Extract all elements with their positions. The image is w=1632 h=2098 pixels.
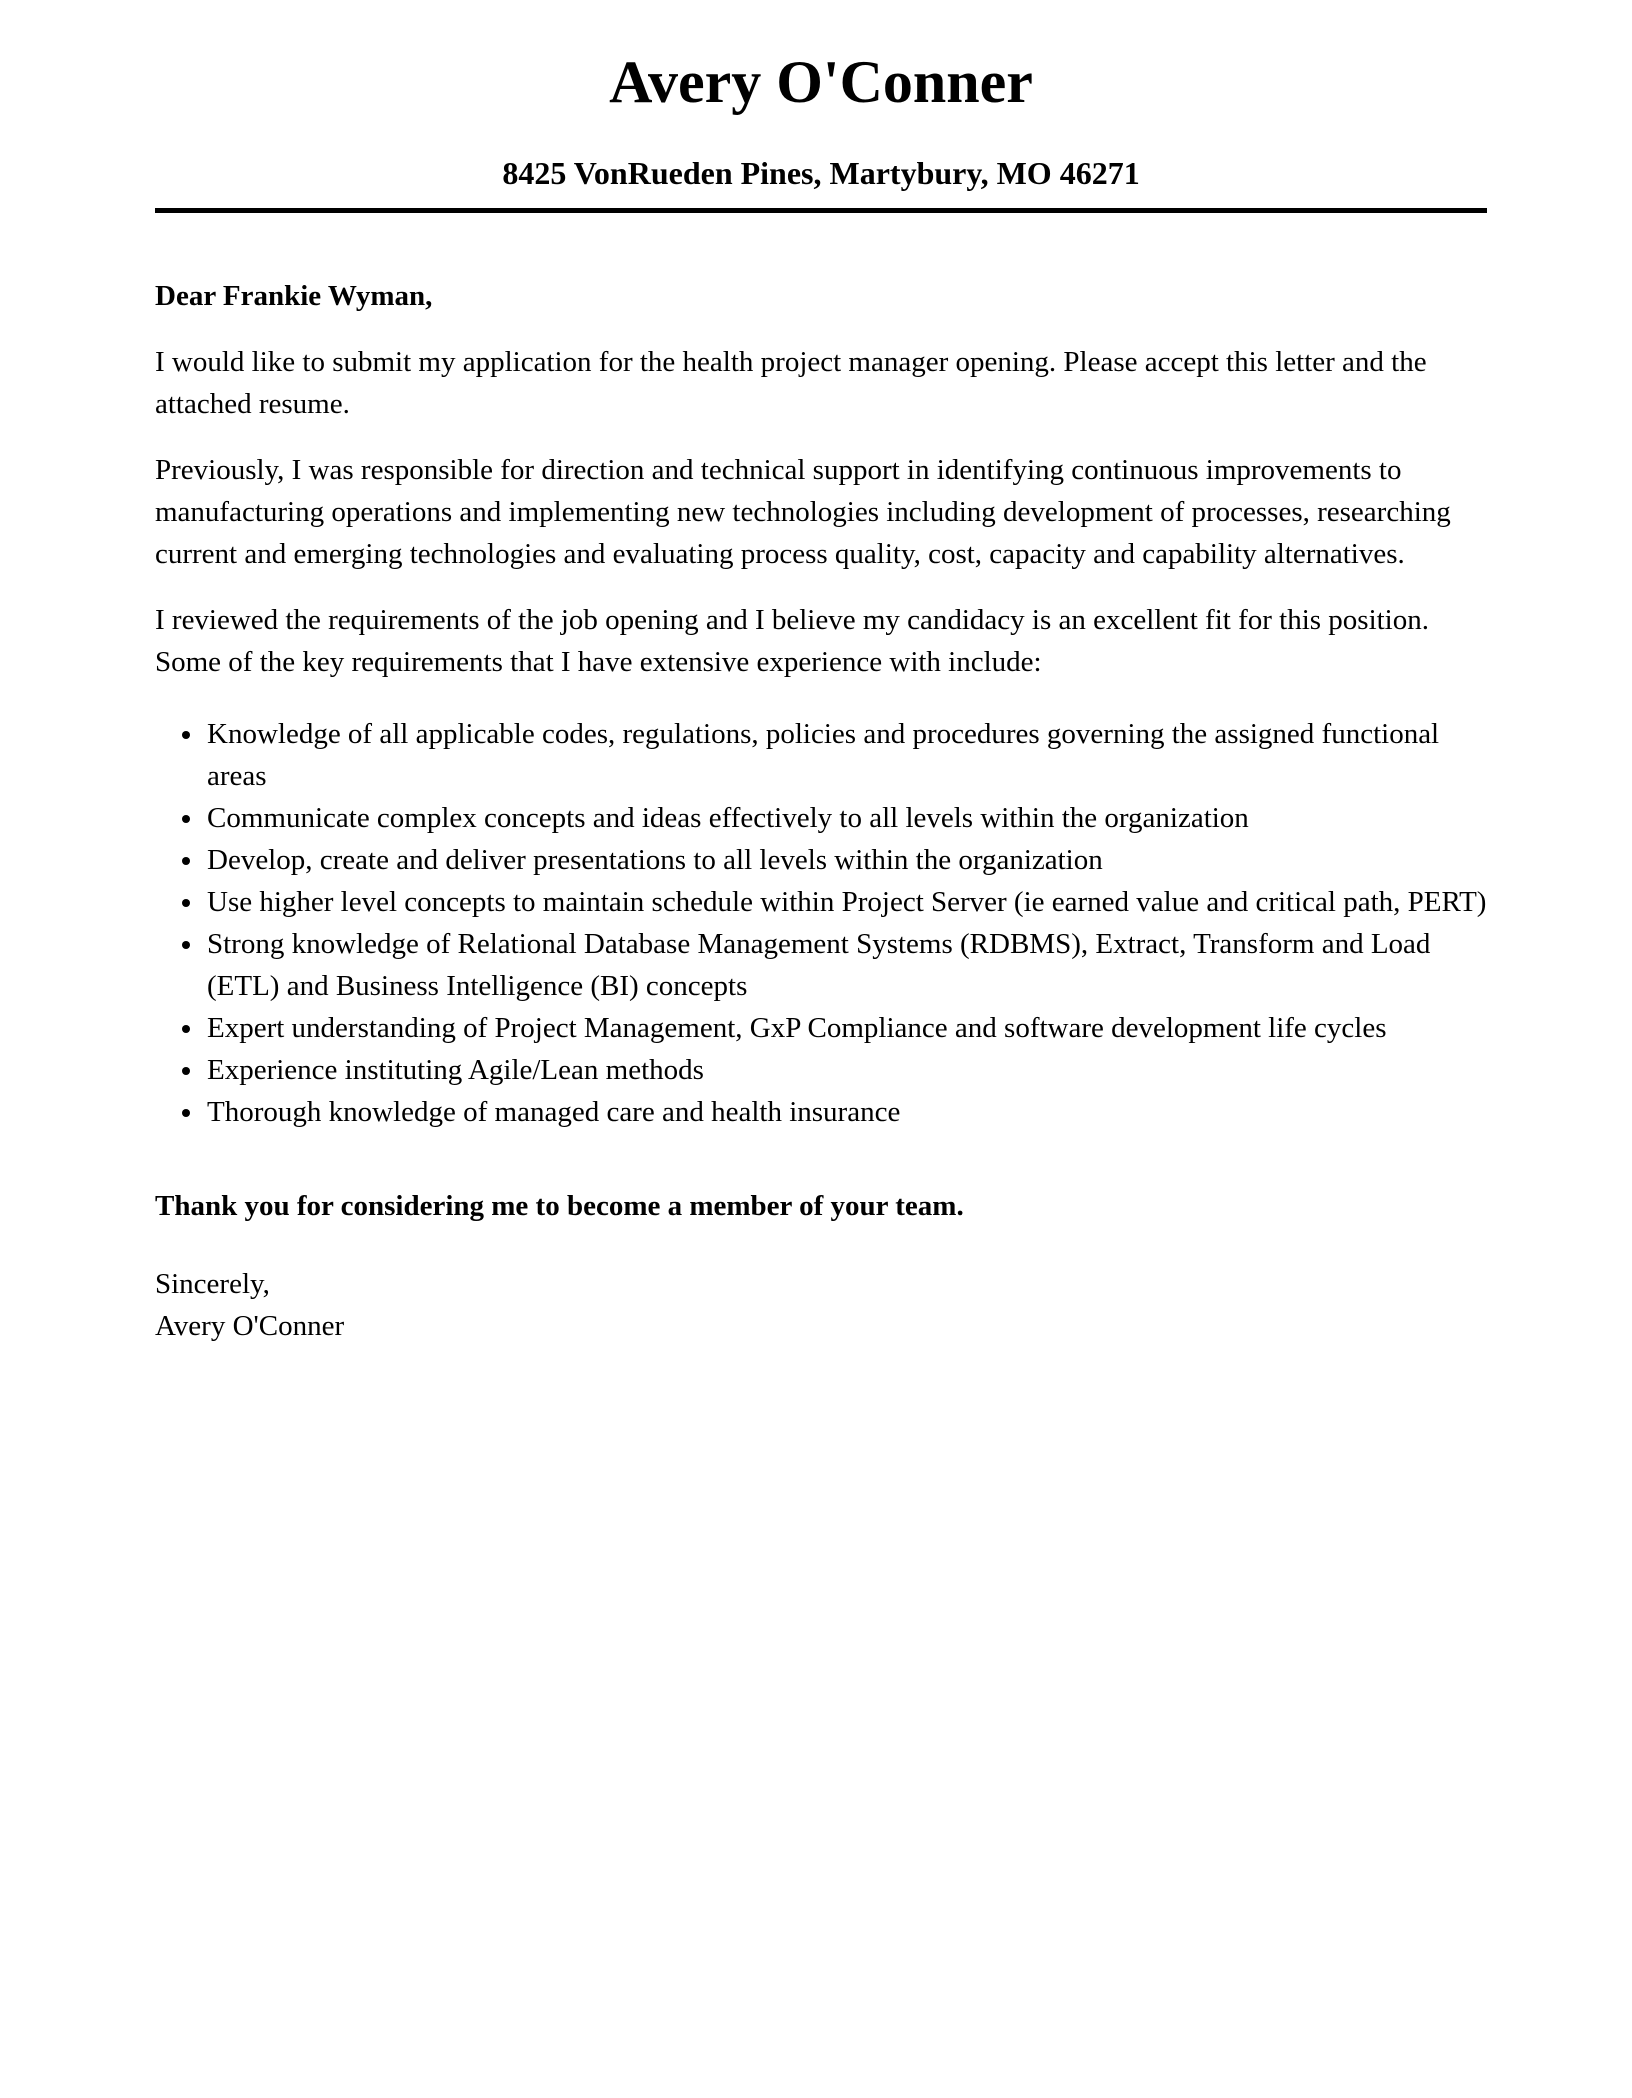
requirement-item: • Communicate complex concepts and ideas effectively to all levels within the organization [205,797,1487,839]
requirement-item: • Strong knowledge of Relational Database Management Systems (RDBMS), Extract, Transform and Load (ETL) and Business Intelligence (BI) concepts [205,923,1487,1007]
requirement-item: • Use higher level concepts to maintain schedule within Project Server (ie earned value and critical path, PERT) [205,881,1487,923]
letter-body [155,275,1487,1347]
closing-line: Thank you for considering me to become a member of your team. [155,1189,964,1222]
letter-paragraph: Previously, I was responsible for direction and technical support in identifying continuous improvements to manufacturing operations and implementing new technologies including development of processes, researching current and emerging technologies and evaluating process quality, cost, capacity and capability alternatives. [155,453,1451,570]
header-divider [155,208,1487,213]
signoff: Sincerely, [155,1267,270,1300]
sender-name: Avery O'Conner [609,49,1033,115]
requirement-item: • Thorough knowledge of managed care and health insurance [205,1091,1487,1133]
letter-header [155,48,1487,213]
requirement-item: • Knowledge of all applicable codes, regulations, policies and procedures governing the assigned functional areas [205,713,1487,797]
requirement-item: • Experience instituting Agile/Lean methods [205,1049,1487,1091]
signature-name: Avery O'Conner [155,1309,345,1342]
letter-paragraph: I reviewed the requirements of the job opening and I believe my candidacy is an excellent fit for this position. Some of the key requirements that I have extensive experience with include: [155,603,1429,678]
requirement-item: • Expert understanding of Project Management, GxP Compliance and software development life cycles [205,1007,1487,1049]
letter-paragraph: I would like to submit my application for the health project manager opening. Please accept this letter and the attached resume. [155,345,1427,420]
salutation: Dear Frankie Wyman, [155,279,433,312]
requirements-list [155,713,1487,1133]
letter-paragraphs [155,341,1487,683]
requirement-item: • Develop, create and deliver presentations to all levels within the organization [205,839,1487,881]
sender-address: 8425 VonRueden Pines, Martybury, MO 46271 [502,155,1140,191]
